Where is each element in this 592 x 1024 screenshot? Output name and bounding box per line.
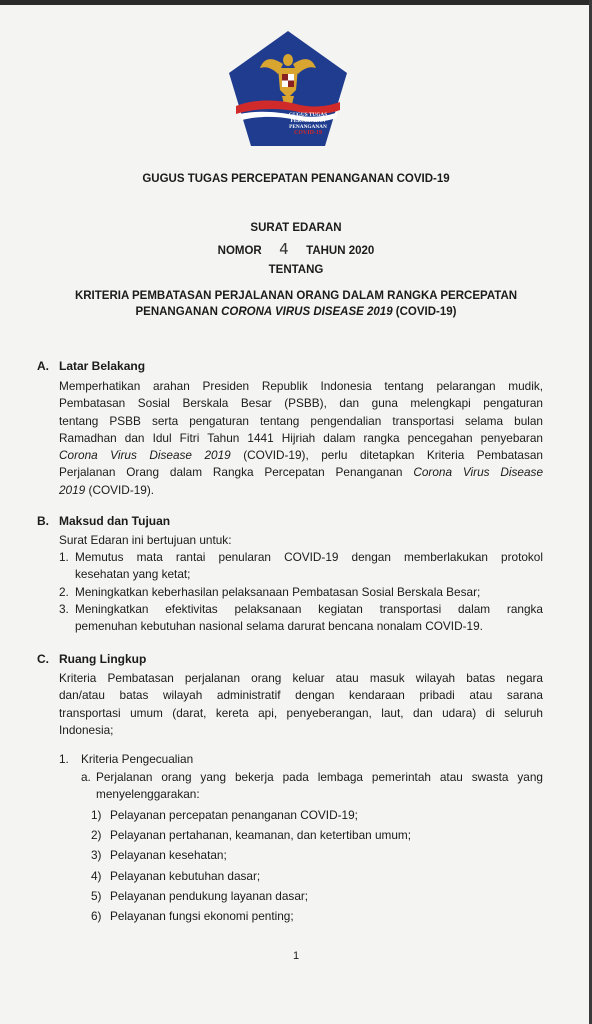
criteria-line: menyelenggarakan: xyxy=(96,787,200,802)
list-item xyxy=(91,847,411,867)
title-part-italic: CORONA VIRUS DISEASE 2019 xyxy=(221,306,393,318)
list-number: 1. xyxy=(59,550,69,564)
list-number: 4) xyxy=(91,868,102,883)
nomor-value-handwritten: 4 xyxy=(279,240,289,258)
italic-term: Corona Virus Disease xyxy=(413,465,543,480)
section-letter: C. xyxy=(37,652,49,666)
criteria-heading xyxy=(59,751,193,768)
paragraph-line xyxy=(59,464,543,481)
list-number: 5) xyxy=(91,888,102,903)
paragraph-line: Pembatasan Sosial Berskala Besar (PSBB), dan guna melengkapi pengaturan xyxy=(59,396,543,411)
section-b-list xyxy=(59,549,543,635)
section-c-heading xyxy=(37,652,146,666)
paragraph-line: Kriteria Pembatasan perjalanan orang keluar atau masuk wilayah batas negara xyxy=(59,671,543,685)
section-b-heading xyxy=(37,514,170,528)
services-list xyxy=(91,807,411,928)
list-line: Meningkatkan efektivitas pelaksanaan kegiatan transportasi dalam rangka xyxy=(75,601,543,616)
document-number xyxy=(0,240,592,258)
page-number: 1 xyxy=(292,950,300,962)
tentang-label: TENTANG xyxy=(268,264,324,276)
list-item xyxy=(91,908,411,928)
text-run: Perjalanan Orang dalam Rangka Percepatan Penanganan xyxy=(59,465,414,480)
list-label: Pelayanan kebutuhan dasar; xyxy=(110,868,261,883)
section-title: Ruang Lingkup xyxy=(59,652,147,666)
top-edge xyxy=(0,0,592,5)
list-number: 3. xyxy=(59,601,69,616)
paragraph-line: Memperhatikan arahan Presiden Republik Indonesia tentang pelarangan mudik, xyxy=(59,379,543,393)
paragraph-line: Ramadhan dan Idul Fitri Tahun 1441 Hijriah dalam rangka pencegahan penyebaran xyxy=(59,430,543,445)
section-b-intro: Surat Edaran ini bertujuan untuk: xyxy=(59,533,232,547)
list-item xyxy=(91,888,411,908)
list-number: 2. xyxy=(59,584,69,599)
list-item xyxy=(59,601,543,636)
list-item xyxy=(59,549,543,584)
organization-title: GUGUS TUGAS PERCEPATAN PENANGANAN COVID-19 xyxy=(142,173,450,185)
list-line: kesehatan yang ketat; xyxy=(75,567,191,582)
logo-text-line: PERCEPATAN xyxy=(290,118,326,124)
nomor-label: NOMOR xyxy=(217,245,262,257)
criteria-number: 1. xyxy=(59,752,69,766)
criteria-a xyxy=(81,769,543,804)
section-c-paragraph xyxy=(59,670,543,739)
criteria-label: Kriteria Pengecualian xyxy=(81,752,194,766)
list-number: 2) xyxy=(91,828,102,843)
text-run: (COVID-19), perlu ditetapkan Kriteria Pembatasan xyxy=(230,448,543,463)
text-run: (COVID-19). xyxy=(85,482,155,497)
list-number: 3) xyxy=(91,848,102,863)
title-part: (COVID-19) xyxy=(392,306,457,318)
document-title-line2 xyxy=(0,306,592,318)
section-letter: B. xyxy=(37,514,49,528)
section-letter: A. xyxy=(37,359,49,373)
list-label: Pelayanan percepatan penanganan COVID-19; xyxy=(110,808,358,822)
italic-term: 2019 xyxy=(59,482,86,497)
section-title: Maksud dan Tujuan xyxy=(59,514,171,528)
list-item xyxy=(91,807,411,827)
criteria-letter: a. xyxy=(81,770,91,784)
paragraph-line xyxy=(59,447,543,464)
list-line: pemenuhan kebutuhan nasional selama darurat bencana nonalam COVID-19. xyxy=(75,619,483,634)
section-a-heading xyxy=(37,359,145,373)
list-line: Meningkatkan keberhasilan pelaksanaan Pembatasan Sosial Berskala Besar; xyxy=(75,584,481,599)
list-number: 6) xyxy=(91,908,102,923)
paragraph-line: dan/atau batas wilayah administratif dengan kendaraan pribadi atau sarana xyxy=(59,688,543,703)
criteria-line: Perjalanan orang yang bekerja pada lembaga pemerintah atau swasta yang xyxy=(96,770,543,784)
paragraph-line: tentang PSBB serta pengaturan tentang pengendalian transportasi selama bulan xyxy=(59,413,543,428)
section-a-paragraph xyxy=(59,378,543,499)
logo-text-line: PENANGANAN xyxy=(289,124,327,130)
document-type: SURAT EDARAN xyxy=(250,222,342,234)
tahun-label: TAHUN 2020 xyxy=(306,245,375,257)
list-number: 1) xyxy=(91,808,102,822)
list-label: Pelayanan pertahanan, keamanan, dan ketertiban umum; xyxy=(110,828,412,843)
document-title-line1: KRITERIA PEMBATASAN PERJALANAN ORANG DALAM RANGKA PERCEPATAN xyxy=(74,290,518,302)
paragraph-line: transportasi umum (darat, kereta api, penyeberangan, laut, dan udara) di seluruh xyxy=(59,705,543,720)
logo-text xyxy=(286,112,330,136)
gugus-tugas-logo xyxy=(226,28,350,150)
list-label: Pelayanan pendukung layanan dasar; xyxy=(110,888,309,903)
paragraph-line: Indonesia; xyxy=(59,722,114,737)
title-part: PENANGANAN xyxy=(135,306,222,318)
list-label: Pelayanan kesehatan; xyxy=(110,848,227,863)
list-item xyxy=(91,827,411,847)
list-item xyxy=(91,868,411,888)
list-line: Memutus mata rantai penularan COVID-19 dengan memberlakukan protokol xyxy=(75,550,543,564)
list-item xyxy=(59,584,543,601)
list-label: Pelayanan fungsi ekonomi penting; xyxy=(110,908,294,923)
italic-term: Corona Virus Disease 2019 xyxy=(59,448,231,463)
logo-text-line: GUGUS TUGAS xyxy=(288,112,328,118)
section-title: Latar Belakang xyxy=(59,359,146,373)
paragraph-line xyxy=(59,482,543,499)
logo-text-line: COVID-19 xyxy=(294,130,322,136)
